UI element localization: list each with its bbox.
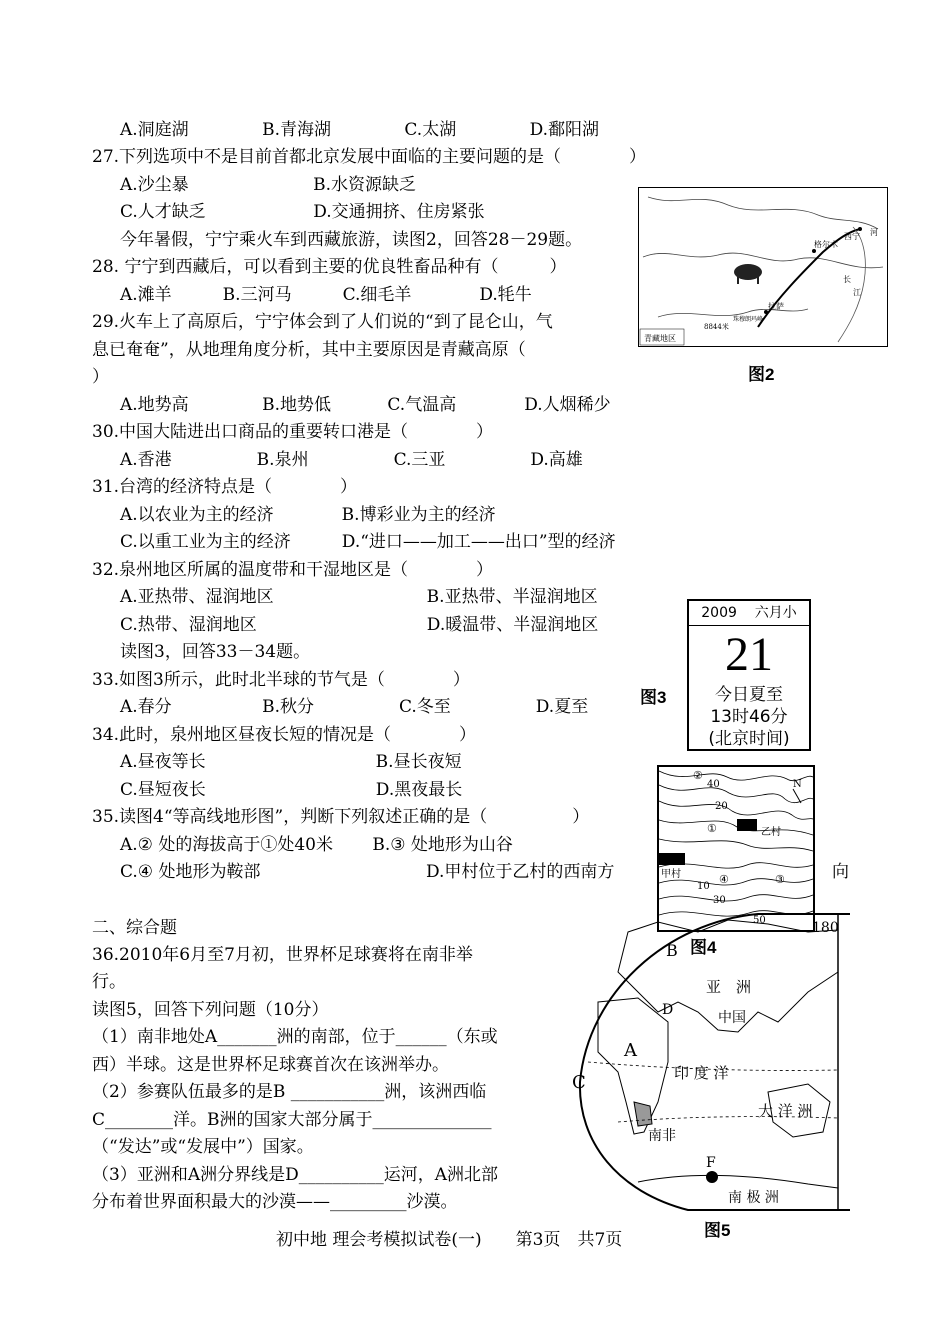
figure-3-caption: 图3 [640,688,667,707]
q36-intro: 读图5，回答下列问题（10分） [92,1000,329,1020]
q36-part1-a: （1）南非地处A_______洲的南部，位于______（东或 [92,1027,498,1047]
fig5-label-a: A [624,1040,637,1061]
q35-option-d-tail: 向 [832,862,849,882]
q28-stem: 28. 宁宁到西藏后，可以看到主要的优良牲畜品种有（ ） [92,257,567,277]
q35-option-d: D.甲村位于乙村的西南方 [426,862,615,882]
q32-options-cd: C.热带、湿润地区 D.暖温带、半湿润地区 [120,615,599,635]
calendar-line-3: (北京时间) [708,729,790,749]
calendar-line-1: 今日夏至 [715,685,783,705]
q36-part2-b: C________洋。B洲的国家大部分属于______________ [92,1110,492,1130]
fig4-label-4: ④ [719,873,729,886]
q36-part1-b: 西）半球。这是世界杯足球赛首次在该洲举办。 [92,1055,449,1075]
figure-5-caption: 图5 [704,1221,731,1240]
fig2-label-river: 河 [870,228,878,237]
fig2-label-chang: 长 [843,275,851,284]
fig4-label-10: 10 [697,881,710,892]
q27-options-cd: C.人才缺乏 D.交通拥挤、住房紧张 [120,202,485,222]
fig5-label-asia: 亚 洲 [706,978,752,996]
figure-2-caption: 图2 [748,365,775,384]
section-2-heading: 二、综合题 [92,918,177,938]
page-footer: 初中地 理会考模拟试卷(一) 第3页 共7页 [276,1230,623,1250]
q35-stem: 35.读图4“等高线地形图”，判断下列叙述正确的是（ ） [92,807,590,827]
q28-options: A.滩羊 B.三河马 C.细毛羊 D.牦牛 [120,285,532,305]
q31-options-ab: A.以农业为主的经济 B.博彩业为主的经济 [120,505,496,525]
fig4-label-20: 20 [715,801,728,812]
q32-stem: 32.泉州地区所属的温度带和干湿地区是（ ） [92,560,494,580]
figure-4-caption: 图4 [690,938,717,957]
fig4-label-jiacun: 甲村 [661,869,681,880]
fig5-label-180: 180 [812,920,839,936]
calendar-day: 21 [725,628,773,681]
calendar-year: 2009 [701,605,737,621]
q36-part2-c: （“发达”或“发展中”）国家。 [92,1137,314,1157]
fig5-label-indian-ocean: 印 度 洋 [674,1064,729,1082]
q27-stem: 27.下列选项中不是目前首都北京发展中面临的主要问题的是（ ） [92,147,647,167]
fig5-label-antarctica: 南 极 洲 [728,1190,779,1206]
fig2-label-everest: 珠穆朗玛峰 [733,316,764,323]
q34-options-ab: A.昼夜等长 B.昼长夜短 [120,752,462,772]
q36-stem-2: 行。 [92,972,126,992]
q35-option-c: C.④ 处地形为鞍部 [120,862,261,882]
fig4-label-1: ① [707,822,717,835]
fig5-label-c: C [572,1072,586,1093]
q32-options-ab: A.亚热带、湿润地区 B.亚热带、半湿润地区 [120,587,598,607]
fig4-label-2: ② [693,769,703,782]
q33-stem: 33.如图3所示，此时北半球的节气是（ ） [92,670,470,690]
q33-34-intro: 读图3，回答33－34题。 [120,642,311,662]
fig2-label-xining: 西宁 [844,232,860,241]
calendar-header [689,601,809,626]
fig4-label-40: 40 [707,779,720,790]
q36-stem-1: 36.2010年6月至7月初，世界杯足球赛将在南非举 [92,945,473,965]
calendar-line-2: 13时46分 [710,707,788,727]
fig4-label-30: 30 [713,895,726,906]
q29-stem-1: 29.火车上了高原后，宁宁体会到了人们说的“到了昆仑山，气 [92,312,553,332]
fig5-label-oceania: 大 洋 洲 [758,1102,813,1120]
fig2-label-height: 8844米 [704,323,729,331]
calendar-month: 六月小 [754,605,797,621]
q29-stem-3: ） [92,367,109,387]
q34-options-cd: C.昼短夜长 D.黑夜最长 [120,780,463,800]
q29-stem-2: 息已奄奄”，从地理角度分析，其中主要原因是青藏高原（ [92,340,526,360]
q30-options: A.香港 B.泉州 C.三亚 D.高雄 [120,450,583,470]
figure-2-tibet-map [638,187,888,347]
q36-part3-b: 分布着世界面积最大的沙漠——_________沙漠。 [92,1192,458,1212]
fig5-label-f: F [706,1155,716,1171]
q35-options-ab: A.② 处的海拔高于①处40米 B.③ 处地形为山谷 [120,835,513,855]
figure-5-world-map [568,912,850,1214]
q26-options: A.洞庭湖 B.青海湖 C.太湖 D.鄱阳湖 [120,120,600,140]
figure-3-calendar [687,599,811,751]
fig5-label-b: B [666,941,678,960]
fig2-region-label: 青藏地区 [644,334,676,343]
q27-options-ab: A.沙尘暴 B.水资源缺乏 [120,175,416,195]
q33-options: A.春分 B.秋分 C.冬至 D.夏至 [120,697,589,717]
fig4-label-yicun: 乙村 [761,827,781,838]
fig2-label-lasa: 拉萨 [768,302,784,311]
fig2-label-geermu: 格尔木 [814,240,838,249]
q28-29-intro: 今年暑假，宁宁乘火车到西藏旅游，读图2，回答28－29题。 [120,230,583,250]
q34-stem: 34.此时，泉州地区昼夜长短的情况是（ ） [92,725,477,745]
q31-stem: 31.台湾的经济特点是（ ） [92,477,358,497]
q36-part2-a: （2）参赛队伍最多的是B ___________洲，该洲西临 [92,1082,487,1102]
fig2-label-jiang: 江 [853,288,861,297]
fig4-label-3: ③ [775,873,785,886]
fig5-label-d: D [662,1002,674,1018]
fig5-label-china: 中国 [718,1010,746,1026]
q31-options-cd: C.以重工业为主的经济 D.“进口——加工——出口”型的经济 [120,532,616,552]
fig5-label-south-africa: 南非 [648,1128,676,1144]
q36-part3-a: （3）亚洲和A洲分界线是D__________运河，A洲北部 [92,1165,498,1185]
fig4-label-n: N [793,779,802,790]
figure-4-contour-map [657,765,815,932]
fig4-label-50: 50 [753,915,766,926]
q29-options: A.地势高 B.地势低 C.气温高 D.人烟稀少 [120,395,611,415]
q30-stem: 30.中国大陆进出口商品的重要转口港是（ ） [92,422,494,442]
